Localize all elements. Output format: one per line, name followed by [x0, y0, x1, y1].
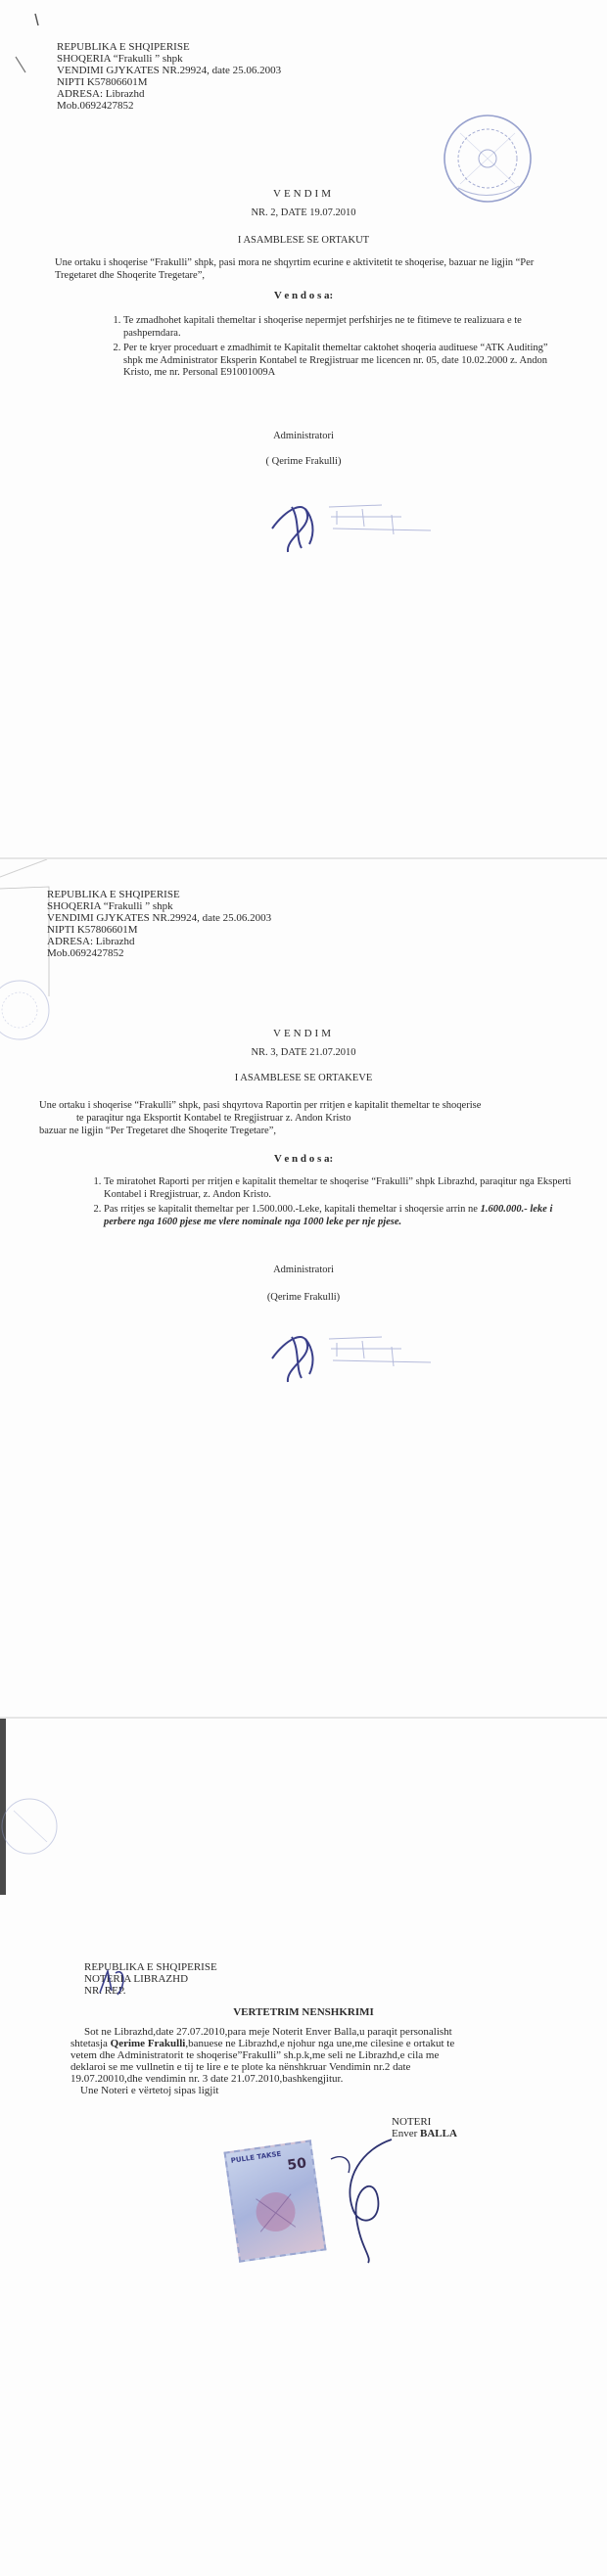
header-line: SHOQERIA “Frakulli ” shpk	[57, 53, 183, 65]
document-page-3	[0, 1719, 607, 2576]
signer-title: Administratori	[273, 1265, 334, 1275]
header-line: REPUBLIKA E SHQIPERISE	[84, 1961, 217, 1973]
body-text: ,banuese ne Librazhd,e njohur nga une,me cilesine e ortakut te	[185, 2038, 455, 2049]
intro-paragraph: Une ortaku i shoqerise “Frakulli” shpk, pasi mora ne shqyrtim ecurine e aktivitetit te shoqerise, bazuar ne ligjin “Per Tregetaret dhe Shoqerite Tregetare”,	[55, 257, 535, 281]
decision-item	[104, 1204, 576, 1228]
decision-number: NR. 3, DATE 21.07.2010	[251, 1047, 356, 1058]
stamp-label: PULLE TAKSE	[230, 2149, 282, 2165]
capital-amount-text: 1.600.000.- leke i perbere nga 1600 pjese me vlere nominale nga 1000 leke per nje pjese.	[104, 1204, 553, 1227]
header-line: ADRESA: Librazhd	[47, 936, 135, 947]
signer-title: Administratori	[273, 431, 334, 441]
decision-items	[106, 315, 566, 383]
decision-item: 1. Te zmadhohet kapitali themeltar i shoqerise nepermjet perfshirjes ne te fitimeve te realizuara e te pashperndara.	[123, 315, 566, 340]
header-line: NOTERIA LIBRAZHD	[84, 1973, 189, 1985]
handwritten-number	[94, 1963, 133, 2002]
decision-number: NR. 2, DATE 19.07.2010	[251, 207, 356, 218]
intro-line: Une ortaku i shoqerise “Frakulli” shpk, pasi shqyrtova Raportin per rritjen e kapitalit themeltar te shoqerise	[39, 1100, 482, 1111]
stamp-value: 50	[286, 2155, 308, 2174]
handwritten-signature	[266, 489, 325, 558]
decision-item-text: Pas rritjes se kapitalit themeltar per 1.500.000.-Leke, kapitali themeltar i shoqersie arrin ne	[104, 1204, 478, 1215]
company-header	[57, 41, 281, 112]
signer-name: (Qerime Frakulli)	[266, 1292, 341, 1303]
header-line: ADRESA: Librazhd	[57, 88, 145, 100]
intro-line: te paraqitur nga Eksportit Kontabel te Rregjistruar z. Andon Kristo	[76, 1113, 351, 1124]
rectangular-stamp	[323, 1329, 441, 1374]
assembly-heading: I ASAMBLESE SE ORTAKUT	[237, 235, 370, 246]
header-line: SHOQERIA “Frakulli ” shpk	[47, 900, 173, 912]
assembly-heading: I ASAMBLESE SE ORTAKEVE	[234, 1073, 373, 1083]
certificate-body	[70, 2026, 580, 2096]
decide-heading: V e n d o s a:	[273, 1153, 334, 1165]
header-line: NR. REP.	[84, 1985, 126, 1997]
header-line: REPUBLIKA E SHQIPERISE	[47, 889, 180, 900]
decision-item: 2. Per te kryer proceduart e zmadhimit te Kapitalit themeltar caktohet shoqeria audituese “ATK Auditing” shpk me Administrator Eksperin Kontabel te Rregjistruar me licencen nr. 05, date 10.02.2000 z. Andon Kristo, me nr. Personal E91001009A	[123, 343, 566, 380]
person-name: Qerime Frakulli	[110, 2038, 186, 2049]
document-page-1	[0, 0, 607, 857]
rectangular-stamp	[323, 497, 441, 542]
decision-item: 1. Te miratohet Raporti per rritjen e kapitalit themeltar te shoqerise “Frakulli” shpk Librazhd, paraqitur nga Eksperti Kontabel i Rregjistruar, z. Andon Kristo.	[104, 1176, 576, 1201]
certificate-title: VERTETRIM NENSHKRIMI	[233, 2006, 374, 2018]
decide-heading: V e n d o s a:	[273, 290, 334, 301]
intro-line: bazuar ne ligjin “Per Tregetaret dhe Shoqerite Tregetare”,	[39, 1126, 277, 1136]
header-line: VENDIMI GJYKATES NR.29924, date 25.06.2003	[57, 65, 282, 76]
document-page-2	[0, 859, 607, 1717]
stamp-emblem	[245, 2179, 307, 2244]
handwritten-signature	[266, 1319, 325, 1388]
notary-first-name: Enver	[392, 2128, 421, 2139]
header-line: Mob.0692427852	[57, 100, 134, 112]
staple-mark	[6, 8, 45, 76]
handwritten-signature	[323, 2130, 411, 2267]
body-line: Sot ne Librazhd,date 27.07.2010,para meje Noterit Enver Balla,u paraqit personalisht	[84, 2026, 452, 2038]
signer-name: ( Qerime Frakulli)	[265, 456, 342, 467]
body-line: deklaroi se me vullnetin e tij te lire e te plote ka nënshkruar Vendimin nr.2 date	[70, 2061, 411, 2073]
header-line: Mob.0692427852	[47, 947, 124, 959]
notary-title: NOTERI	[392, 2116, 432, 2128]
body-line: vetem dhe Administratorit te shoqerise”Frakulli” sh.p.k,me seli ne Librazhd,e cila me	[70, 2049, 440, 2061]
document-title: VENDIM	[273, 188, 334, 200]
notary-last-name: BALLA	[420, 2128, 457, 2139]
header-line: NIPTI K57806601M	[47, 924, 138, 936]
decision-items	[86, 1176, 576, 1231]
notary-seal	[0, 1791, 78, 1860]
body-text: shtetasja	[70, 2038, 111, 2049]
body-line: Une Noteri e vërtetoj sipas ligjit	[80, 2085, 219, 2096]
body-line: 19.07.20010,dhe vendimin nr. 3 date 21.07.2010,bashkengjitur.	[70, 2073, 344, 2085]
tax-stamp	[224, 2139, 327, 2262]
body-line	[70, 2038, 580, 2049]
header-line: NIPTI K57806601M	[57, 76, 148, 88]
header-line: REPUBLIKA E SHQIPERISE	[57, 41, 190, 53]
company-header	[47, 889, 271, 959]
header-line: VENDIMI GJYKATES NR.29924, date 25.06.2003	[47, 912, 272, 924]
document-title: VENDIM	[273, 1028, 334, 1039]
